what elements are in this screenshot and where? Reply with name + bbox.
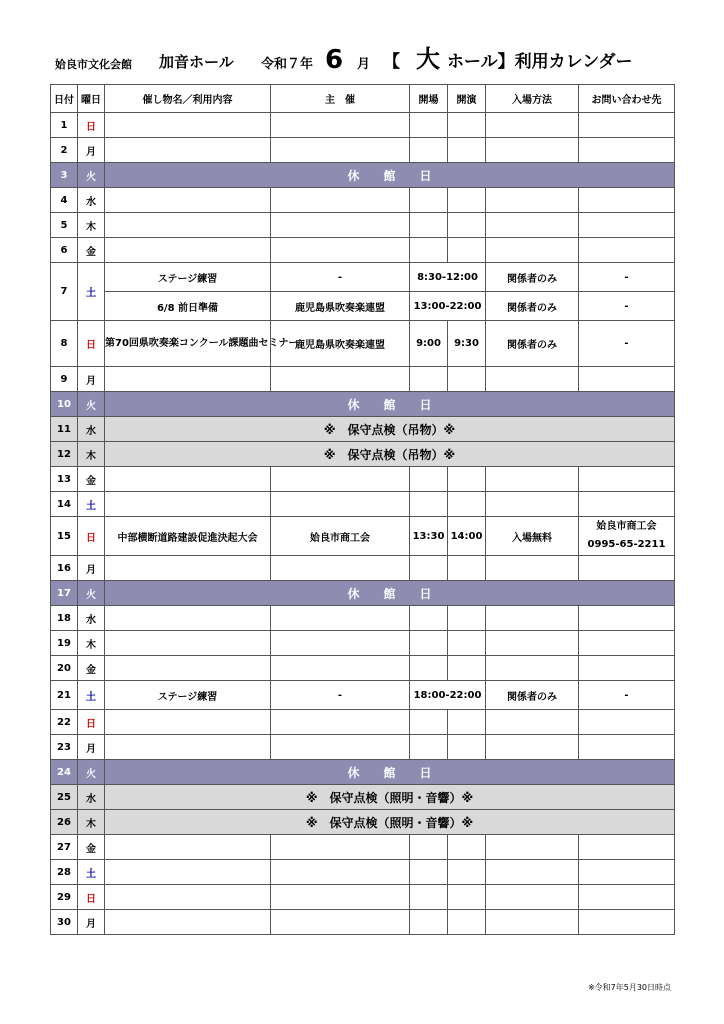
day-number: 20 — [51, 656, 78, 681]
day-number: 25 — [51, 785, 78, 810]
day-number: 10 — [51, 392, 78, 417]
day-number: 7 — [51, 263, 78, 321]
event-time: 8:30-12:00 — [410, 263, 486, 292]
col-event: 催し物名／利用内容 — [105, 85, 271, 113]
era-year: 令和７年 — [261, 57, 314, 72]
weekday: 月 — [78, 556, 105, 581]
closed-day-band: 休 館 日 — [105, 760, 675, 785]
weekday: 木 — [78, 442, 105, 467]
table-row — [51, 417, 675, 442]
weekday: 金 — [78, 656, 105, 681]
month-unit: 月 — [357, 57, 371, 72]
col-start: 開演 — [448, 85, 486, 113]
weekday: 土 — [78, 492, 105, 517]
hall-calendar-label: ホール】利用カレンダー — [447, 52, 633, 72]
contact: - — [579, 321, 675, 367]
weekday: 日 — [78, 113, 105, 138]
weekday: 土 — [78, 681, 105, 710]
table-row — [51, 517, 675, 556]
table-row — [51, 910, 675, 935]
day-number: 2 — [51, 138, 78, 163]
closed-day-band: 休 館 日 — [105, 581, 675, 606]
weekday: 日 — [78, 321, 105, 367]
weekday: 金 — [78, 467, 105, 492]
table-row — [51, 556, 675, 581]
event-name: 6/8 前日準備 — [105, 292, 271, 321]
usage-calendar-table — [50, 84, 675, 935]
day-number: 1 — [51, 113, 78, 138]
entry-method: 関係者のみ — [486, 292, 579, 321]
as-of-footnote: ※令和7年5月30日時点 — [587, 983, 671, 992]
table-row — [51, 238, 675, 263]
weekday: 火 — [78, 392, 105, 417]
table-row — [51, 835, 675, 860]
event-name: 第70回県吹奏楽コンクール課題曲セミナー — [105, 321, 271, 367]
maintenance-band: ※ 保守点検（照明・音響）※ — [105, 810, 675, 835]
day-number: 19 — [51, 631, 78, 656]
weekday: 日 — [78, 710, 105, 735]
weekday: 日 — [78, 517, 105, 556]
table-row — [51, 681, 675, 710]
entry-method: 関係者のみ — [486, 681, 579, 710]
weekday: 火 — [78, 163, 105, 188]
closed-day-band: 休 館 日 — [105, 163, 675, 188]
table-row — [51, 810, 675, 835]
col-open: 開場 — [410, 85, 448, 113]
table-row — [51, 581, 675, 606]
table-row — [51, 367, 675, 392]
open-time: 13:30 — [410, 517, 448, 556]
table-row — [51, 606, 675, 631]
table-row — [51, 321, 675, 367]
open-time: 9:00 — [410, 321, 448, 367]
maintenance-band: ※ 保守点検（吊物）※ — [105, 417, 675, 442]
organizer: 鹿児島県吹奏楽連盟 — [271, 321, 410, 367]
bracket-open: 【 — [383, 52, 400, 72]
weekday: 土 — [78, 860, 105, 885]
col-organizer: 主 催 — [271, 85, 410, 113]
day-number: 29 — [51, 885, 78, 910]
entry-method: 関係者のみ — [486, 263, 579, 292]
day-number: 12 — [51, 442, 78, 467]
weekday: 土 — [78, 263, 105, 321]
day-number: 15 — [51, 517, 78, 556]
weekday: 木 — [78, 810, 105, 835]
contact-name: 姶良市商工会 — [596, 521, 657, 532]
event-time: 18:00-22:00 — [410, 681, 486, 710]
day-number: 11 — [51, 417, 78, 442]
table-row — [51, 467, 675, 492]
table-row — [51, 860, 675, 885]
day-number: 6 — [51, 238, 78, 263]
calendar-title — [55, 45, 675, 75]
day-number: 28 — [51, 860, 78, 885]
contact: - — [579, 263, 675, 292]
table-row — [51, 710, 675, 735]
weekday: 月 — [78, 138, 105, 163]
table-row — [51, 163, 675, 188]
day-number: 13 — [51, 467, 78, 492]
col-entry: 入場方法 — [486, 85, 579, 113]
hall-name: 加音ホール — [159, 53, 234, 71]
table-row — [51, 392, 675, 417]
table-row — [51, 138, 675, 163]
day-number: 30 — [51, 910, 78, 935]
event-name: ステージ練習 — [105, 681, 271, 710]
table-row — [51, 492, 675, 517]
weekday: 水 — [78, 188, 105, 213]
entry-method: 入場無料 — [486, 517, 579, 556]
day-number: 16 — [51, 556, 78, 581]
day-number: 18 — [51, 606, 78, 631]
col-date: 日付 — [51, 85, 78, 113]
table-row — [51, 760, 675, 785]
entry-method: 関係者のみ — [486, 321, 579, 367]
weekday: 金 — [78, 835, 105, 860]
weekday: 水 — [78, 606, 105, 631]
closed-day-band: 休 館 日 — [105, 392, 675, 417]
weekday: 水 — [78, 417, 105, 442]
table-row — [51, 113, 675, 138]
contact — [579, 517, 675, 556]
event-name: ステージ練習 — [105, 263, 271, 292]
organizer: - — [271, 681, 410, 710]
col-contact: お問い合わせ先 — [579, 85, 675, 113]
start-time: 14:00 — [448, 517, 486, 556]
month-number: 6 — [325, 45, 344, 75]
weekday: 火 — [78, 581, 105, 606]
day-number: 24 — [51, 760, 78, 785]
weekday: 水 — [78, 785, 105, 810]
organizer: 鹿児島県吹奏楽連盟 — [271, 292, 410, 321]
venue-name: 姶良市文化会館 — [55, 58, 132, 71]
table-row — [51, 213, 675, 238]
weekday: 月 — [78, 735, 105, 760]
day-number: 9 — [51, 367, 78, 392]
col-weekday: 曜日 — [78, 85, 105, 113]
table-row — [51, 188, 675, 213]
event-name: 中部横断道路建設促進決起大会 — [105, 517, 271, 556]
organizer: 姶良市商工会 — [271, 517, 410, 556]
contact: - — [579, 292, 675, 321]
table-row — [51, 885, 675, 910]
table-row — [51, 442, 675, 467]
day-number: 27 — [51, 835, 78, 860]
table-row — [51, 292, 675, 321]
start-time: 9:30 — [448, 321, 486, 367]
weekday: 月 — [78, 367, 105, 392]
weekday: 日 — [78, 885, 105, 910]
weekday: 木 — [78, 631, 105, 656]
weekday: 月 — [78, 910, 105, 935]
table-row — [51, 631, 675, 656]
maintenance-band: ※ 保守点検（吊物）※ — [105, 442, 675, 467]
table-row — [51, 785, 675, 810]
weekday: 木 — [78, 213, 105, 238]
day-number: 14 — [51, 492, 78, 517]
weekday: 金 — [78, 238, 105, 263]
contact-phone: 0995-65-2211 — [587, 539, 666, 550]
contact: - — [579, 681, 675, 710]
header-row — [51, 85, 675, 113]
hall-size: 大 — [416, 45, 440, 73]
table-row — [51, 656, 675, 681]
day-number: 26 — [51, 810, 78, 835]
table-row — [51, 735, 675, 760]
day-number: 23 — [51, 735, 78, 760]
day-number: 5 — [51, 213, 78, 238]
day-number: 3 — [51, 163, 78, 188]
maintenance-band: ※ 保守点検（照明・音響）※ — [105, 785, 675, 810]
weekday: 火 — [78, 760, 105, 785]
organizer: - — [271, 263, 410, 292]
event-time: 13:00-22:00 — [410, 292, 486, 321]
day-number: 8 — [51, 321, 78, 367]
day-number: 22 — [51, 710, 78, 735]
table-row — [51, 263, 675, 292]
day-number: 4 — [51, 188, 78, 213]
day-number: 17 — [51, 581, 78, 606]
day-number: 21 — [51, 681, 78, 710]
